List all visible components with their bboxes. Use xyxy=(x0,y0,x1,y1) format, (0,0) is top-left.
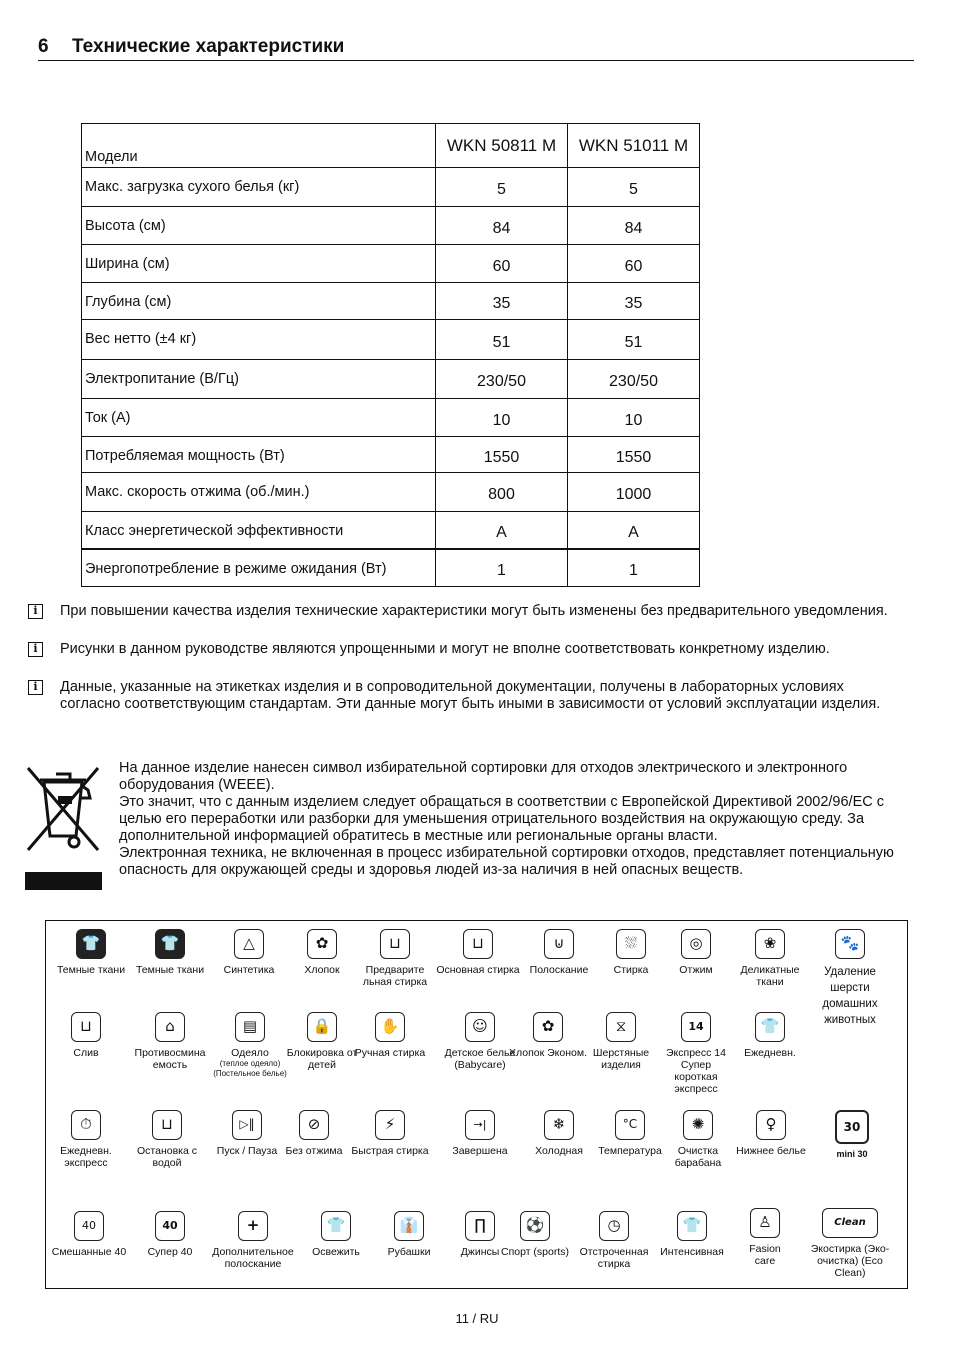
symbol-daily-express xyxy=(43,1110,129,1169)
symbol-label: Хлопок Эконом. xyxy=(509,1047,587,1059)
mix-40-icon: 40 xyxy=(74,1211,104,1241)
symbol-lingerie xyxy=(728,1110,814,1157)
symbol-label: Полоскание xyxy=(529,964,589,976)
section-number: 6 xyxy=(38,36,49,57)
symbol-sport xyxy=(492,1211,578,1258)
finished-icon: →| xyxy=(465,1110,495,1140)
jeans-icon: ∏ xyxy=(465,1211,495,1241)
program-symbols-box xyxy=(45,920,908,1289)
header-model-2: WKN 51011 M xyxy=(568,124,700,168)
table-row xyxy=(82,360,700,399)
wool-icon: ⧖ xyxy=(606,1012,636,1042)
symbol-label: Интенсивная xyxy=(660,1246,724,1258)
symbol-label: Одеяло xyxy=(231,1047,269,1059)
express-14-icon: 14 xyxy=(681,1012,711,1042)
table-row xyxy=(82,283,700,320)
symbol-label: Основная стирка xyxy=(436,964,520,976)
symbol-label: Супер 40 xyxy=(147,1246,193,1258)
symbol-label: Предварите льная стирка xyxy=(362,964,428,988)
symbol-super-40 xyxy=(127,1211,213,1258)
spec-table-header xyxy=(82,124,700,168)
crossed-bin-icon xyxy=(24,764,102,854)
symbol-finished xyxy=(437,1110,523,1157)
weee-paragraph: На данное изделие нанесен символ избирательной сортировки для отходов электрического и электронного оборудования (WEEE). xyxy=(119,760,848,793)
symbol-label: Блокировка от детей xyxy=(286,1047,358,1071)
symbol-hand-wash xyxy=(347,1012,433,1059)
cotton-flower-icon: ✿ xyxy=(307,929,337,959)
symbol-label: Синтетика xyxy=(223,964,275,976)
symbol-extra-rinse xyxy=(205,1211,301,1270)
header-model-1: WKN 50811 M xyxy=(436,124,568,168)
daily-express-icon: ⏱ xyxy=(71,1110,101,1140)
symbol-label: mini 30 xyxy=(836,1149,868,1159)
iron-icon: ⌂ xyxy=(155,1012,185,1042)
row-value-2: 35 xyxy=(568,283,700,320)
wash-icon: ⛆ xyxy=(616,929,646,959)
row-value-2: 51 xyxy=(568,320,700,360)
symbol-quick-wash xyxy=(347,1110,433,1157)
drain-icon: ⊔ xyxy=(71,1012,101,1042)
fashion-care-icon: ♙ xyxy=(750,1208,780,1238)
info-note-text: Рисунки в данном руководстве являются упрощенными и могут не вполне соответствовать конкретному изделию. xyxy=(60,641,830,657)
symbol-label: Fasion care xyxy=(749,1243,781,1267)
symbol-label: Остановка с водой xyxy=(137,1145,197,1169)
symbol-label: Смешанные 40 xyxy=(51,1246,127,1258)
row-label: Потребляемая мощность (Вт) xyxy=(82,437,436,473)
info-note xyxy=(28,603,908,620)
row-value-1: 1 xyxy=(436,549,568,587)
symbol-label: Хлопок xyxy=(304,964,340,976)
symbol-label: Пуск / Пауза xyxy=(216,1145,278,1157)
lingerie-icon: ♀ xyxy=(756,1110,786,1140)
info-icon: i xyxy=(28,680,43,695)
symbol-prewash xyxy=(352,929,438,988)
sport-icon: ⚽ xyxy=(520,1211,550,1241)
symbol-drain xyxy=(43,1012,129,1059)
row-value-1: 10 xyxy=(436,399,568,437)
row-value-1: 5 xyxy=(436,168,568,207)
symbol-label: Темные ткани xyxy=(135,964,205,976)
symbol-label: Стирка xyxy=(613,964,649,976)
symbol-label: Темные ткани xyxy=(56,964,126,976)
child-lock-icon: 🔒 xyxy=(307,1012,337,1042)
symbol-label: Ручная стирка xyxy=(354,1047,426,1059)
table-row xyxy=(82,320,700,360)
symbol-label: Экспресс 14 xyxy=(666,1047,726,1059)
symbol-anti-crease xyxy=(127,1012,213,1071)
info-note xyxy=(28,641,908,658)
symbol-rinse-hold xyxy=(124,1110,210,1169)
symbol-daily xyxy=(727,1012,813,1059)
row-value-1: 84 xyxy=(436,207,568,245)
baby-icon: ☺ xyxy=(465,1012,495,1042)
row-value-2: A xyxy=(568,512,700,549)
section-heading xyxy=(38,36,914,61)
symbol-label: Отжим xyxy=(679,964,713,976)
play-pause-icon: ▷‖ xyxy=(232,1110,262,1140)
symbol-label: Быстрая стирка xyxy=(351,1145,429,1157)
row-value-2: 10 xyxy=(568,399,700,437)
rinse-tub-icon: ⊍ xyxy=(544,929,574,959)
weee-black-bar xyxy=(25,872,102,890)
symbol-label: Нижнее белье xyxy=(736,1145,806,1157)
dark-shirt-icon: 👕 xyxy=(155,929,185,959)
symbol-mix-40 xyxy=(46,1211,132,1258)
pet-hair-icon: 🐾 xyxy=(835,929,865,959)
temperature-icon: °C xyxy=(615,1110,645,1140)
table-row xyxy=(82,245,700,283)
duvet-icon: ▤ xyxy=(235,1012,265,1042)
symbol-label: Рубашки xyxy=(387,1246,431,1258)
eco-clean-icon: Clean xyxy=(822,1208,878,1238)
symbol-label: Без отжима xyxy=(285,1145,343,1157)
symbol-label: Ежедневн. xyxy=(744,1047,796,1059)
spec-table xyxy=(81,123,700,587)
super-40-icon: 40 xyxy=(155,1211,185,1241)
symbol-label: Противосмина емость xyxy=(134,1047,206,1071)
row-value-2: 60 xyxy=(568,245,700,283)
symbol-fashion-care xyxy=(722,1208,808,1267)
info-note xyxy=(28,679,908,713)
mini-30-icon: 30 xyxy=(835,1110,869,1144)
symbol-label: Шерстяные изделия xyxy=(592,1047,650,1071)
row-label: Макс. скорость отжима (об./мин.) xyxy=(82,473,436,512)
symbol-label: Дополнительное полоскание xyxy=(212,1246,294,1270)
row-value-1: 35 xyxy=(436,283,568,320)
symbol-label: Холодная xyxy=(535,1145,583,1157)
symbol-label: Удаление шерсти домашних животных xyxy=(822,966,878,1026)
row-value-1: 230/50 xyxy=(436,360,568,399)
symbol-label: Ежедневн. экспресс xyxy=(60,1145,112,1169)
symbol-label: Спорт (sports) xyxy=(500,1246,570,1258)
weee-paragraph: Электронная техника, не включенная в процесс избирательной сортировки отходов, представляет потенциальную опасность для окружающей среды и здоровья людей из-за наличия в ней опасных веществ. xyxy=(119,845,894,878)
page-number: 11 / RU xyxy=(455,1311,499,1326)
symbol-no-spin xyxy=(271,1110,357,1157)
row-value-2: 1 xyxy=(568,549,700,587)
symbol-dark-fabrics-1 xyxy=(48,929,134,976)
symbol-label: Деликатные ткани xyxy=(740,964,800,988)
row-value-2: 1550 xyxy=(568,437,700,473)
snowflake-icon: ❄ xyxy=(544,1110,574,1140)
table-row xyxy=(82,512,700,549)
symbol-dark-fabrics-2 xyxy=(127,929,213,976)
symbol-eco-clean xyxy=(807,1208,893,1279)
row-label: Класс энергетической эффективности xyxy=(82,512,436,549)
row-value-1: 60 xyxy=(436,245,568,283)
spin-spiral-icon: ◎ xyxy=(681,929,711,959)
symbol-label: Экостирка (Эко-очистка) (Eco Clean) xyxy=(810,1243,890,1279)
symbol-label: Отстроченная стирка xyxy=(579,1246,649,1270)
row-label: Ток (А) xyxy=(82,399,436,437)
symbol-label: Завершена xyxy=(452,1145,508,1157)
table-row xyxy=(82,207,700,245)
refresh-icon: 👕 xyxy=(321,1211,351,1241)
symbol-extra-label: Супер короткая экспресс xyxy=(674,1059,718,1095)
row-label: Макс. загрузка сухого белья (кг) xyxy=(82,168,436,207)
info-icon: i xyxy=(28,604,43,619)
section-title: Технические характеристики xyxy=(72,36,345,57)
symbol-mini-30 xyxy=(809,1110,895,1160)
symbol-label: Температура xyxy=(598,1145,662,1157)
row-label: Вес нетто (±4 кг) xyxy=(82,320,436,360)
symbol-label: Освежить xyxy=(312,1246,360,1258)
header-label: Модели xyxy=(82,124,436,168)
drum-clean-icon: ✺ xyxy=(683,1110,713,1140)
symbol-label: Очистка барабана xyxy=(674,1145,722,1169)
no-spin-icon: ⊘ xyxy=(299,1110,329,1140)
symbol-sublabel: (теплое одеяло) (Постельное белье) xyxy=(213,1059,287,1078)
row-value-2: 84 xyxy=(568,207,700,245)
row-label: Энергопотребление в режиме ожидания (Вт) xyxy=(82,549,436,587)
row-label: Глубина (см) xyxy=(82,283,436,320)
dark-shirt-icon: 👕 xyxy=(76,929,106,959)
tub-two-lines-icon: ⊔ xyxy=(463,929,493,959)
symbol-label: Слив xyxy=(73,1047,99,1059)
weee-text xyxy=(119,760,899,879)
table-row xyxy=(82,399,700,437)
symbol-pet-hair xyxy=(807,929,893,1028)
intensive-icon: 👕 xyxy=(677,1211,707,1241)
row-value-1: 1550 xyxy=(436,437,568,473)
timer-icon: ◷ xyxy=(599,1211,629,1241)
symbol-label: Детское белье (Babycare) xyxy=(444,1047,516,1071)
row-value-2: 230/50 xyxy=(568,360,700,399)
daily-shirt-icon: 👕 xyxy=(755,1012,785,1042)
symbol-wool xyxy=(578,1012,664,1071)
rinse-hold-icon: ⊔ xyxy=(152,1110,182,1140)
row-value-2: 5 xyxy=(568,168,700,207)
table-row xyxy=(82,473,700,512)
row-label: Высота (см) xyxy=(82,207,436,245)
weee-paragraph: Это значит, что с данным изделием следует обращаться в соответствии с Европейской Директивой 2002/96/ЕС с целью его переработки или разборки для уменьшения отрицательного воздействия на окружающую среду. За дополнительной информацией обратитесь в местные или региональные органы власти. xyxy=(119,794,885,844)
rinse-plus-icon: + xyxy=(238,1211,268,1241)
express-icon: ⚡ xyxy=(375,1110,405,1140)
hand-wash-icon: ✋ xyxy=(375,1012,405,1042)
info-note-text: При повышении качества изделия технические характеристики могут быть изменены без предварительного уведомления. xyxy=(60,603,888,619)
table-row xyxy=(82,168,700,207)
symbol-main-wash xyxy=(435,929,521,976)
tub-one-line-icon: ⊔ xyxy=(380,929,410,959)
row-value-2: 1000 xyxy=(568,473,700,512)
symbol-label: Джинсы xyxy=(460,1246,500,1258)
table-row xyxy=(82,549,700,587)
row-value-1: 800 xyxy=(436,473,568,512)
info-icon: i xyxy=(28,642,43,657)
delicate-icon: ❀ xyxy=(755,929,785,959)
cotton-eco-icon: ✿ xyxy=(533,1012,563,1042)
row-label: Электропитание (В/Гц) xyxy=(82,360,436,399)
info-note-text: Данные, указанные на этикетках изделия и в сопроводительной документации, получены в лабораторных условиях согласно соответствующим стандартам. Эти данные могут быть иными в зависимости от условий эксплуатации изделия. xyxy=(60,679,881,712)
shirt-icon: 👔 xyxy=(394,1211,424,1241)
row-label: Ширина (см) xyxy=(82,245,436,283)
symbol-delay-start xyxy=(569,1211,659,1270)
triangle-tub-icon: △ xyxy=(234,929,264,959)
table-row xyxy=(82,437,700,473)
row-value-1: 51 xyxy=(436,320,568,360)
row-value-1: A xyxy=(436,512,568,549)
symbol-delicates xyxy=(727,929,813,988)
